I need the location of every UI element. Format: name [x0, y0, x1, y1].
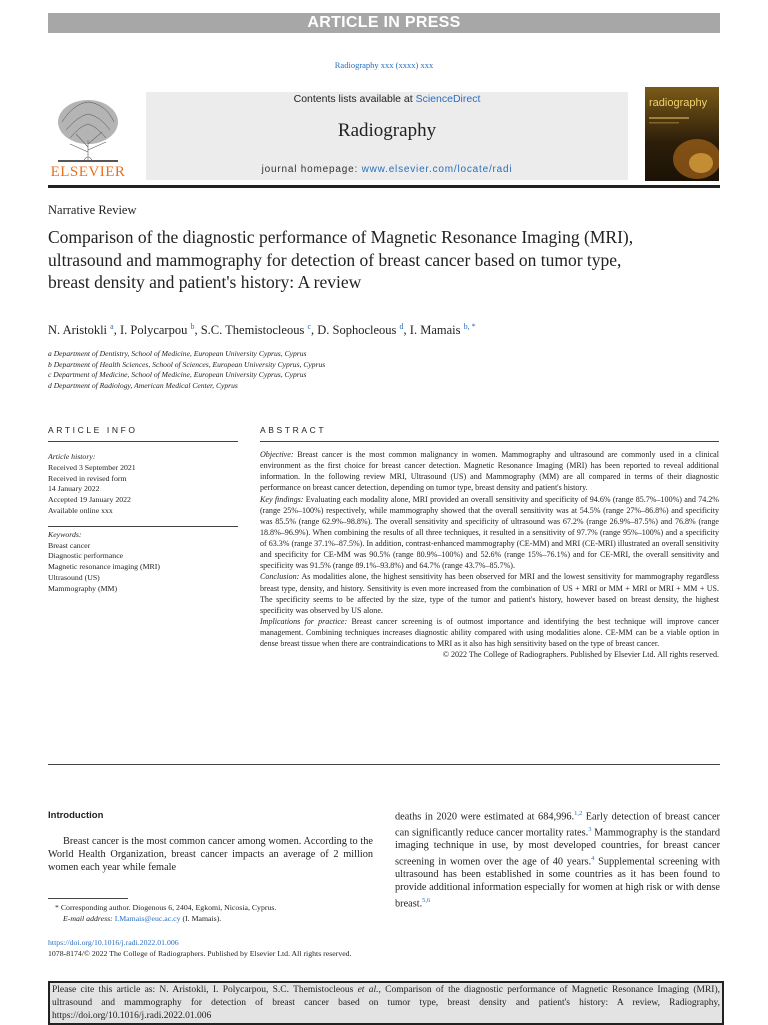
contents-prefix: Contents lists available at [293, 93, 416, 105]
homepage-link[interactable]: www.elsevier.com/locate/radi [361, 164, 513, 175]
keyword[interactable]: Magnetic resonance imaging (MRI) [48, 562, 160, 572]
contents-line [146, 93, 628, 105]
affiliation: a Department of Dentistry, School of Medicine, European University Cyprus, Cyprus [48, 349, 307, 358]
author[interactable]: S.C. Themistocleous $^c$, [200, 322, 318, 338]
author[interactable]: N. Aristokli $^a$, [48, 322, 120, 338]
affiliation: d Department of Radiology, American Medical Center, Cyprus [48, 380, 238, 390]
abstract-conclusion: Conclusion: As modalities alone, the highest sensitivity has been observed for MRI and the lowest sensitivity for mammography regardless breast type, density, and history. Sensitivity is even more increased from the combination of US + MRI or MM + MRI or MRI + MM + US. The specificity seems to be affected by the size, type of the tumor and patient's history, however based on breast density, the highest specificity was observed by US alone. [260, 572, 719, 615]
article-info [48, 452, 238, 595]
citation-link[interactable]: 5,6 [422, 897, 431, 905]
author[interactable]: I. Mamais $^{b, *}$ [409, 322, 476, 338]
citation-link[interactable]: 1,2 [574, 810, 583, 817]
keyword[interactable]: Ultrasound (US) [48, 572, 100, 582]
abstract-heading: ABSTRACT [260, 425, 327, 435]
affiliation: c Department of Medicine, School of Medicine, European University Cyprus, Cyprus [48, 370, 307, 379]
article-in-press-banner: ARTICLE IN PRESS [48, 13, 720, 33]
author-list [48, 322, 476, 338]
history-item: Received 3 September 2021 [48, 462, 136, 472]
cover-title: radiography [649, 97, 708, 109]
citation-link[interactable]: 3 [588, 826, 592, 834]
history-item: Accepted 19 January 2022 [48, 495, 131, 505]
history-label: Article history: [48, 452, 96, 461]
history-item: 14 January 2022 [48, 484, 100, 494]
abstract-copyright: © 2022 The College of Radiographers. Published by Elsevier Ltd. All rights reserved. [442, 650, 719, 660]
sciencedirect-link[interactable]: ScienceDirect [415, 93, 481, 105]
journal-reference[interactable]: Radiography xxx (xxxx) xxx [334, 60, 434, 70]
article-info-rule [48, 441, 238, 442]
author[interactable]: D. Sophocleous $^d$, [317, 322, 410, 338]
introduction-continued: deaths in 2020 were estimated at 684,996.$^{1,2}$ Early detection of breast cancer can significantly reduce cancer mortality rates.$^3$ Mammography is the standard imaging technique in use, by most developed countries, for breast cancer screening in women over the age of 40 years.$^4$ Supplemental screening with ultrasound has been established in some countries as it has been found to provide additional information especially for women at high risk or with dense breast.$^{5,6}$ [395, 810, 720, 910]
keywords-label: Keywords: [48, 529, 82, 539]
keyword[interactable]: Mammography (MM) [48, 583, 118, 593]
abstract-rule [260, 441, 719, 442]
introduction-paragraph: Breast cancer is the most common cancer among women. According to the World Health Organization, breast cancer impacts an average of 2 million women each year while female [48, 836, 373, 873]
abstract-implications: Implications for practice: Breast cancer screening is of outmost importance and identifying the best technique will improve cancer management. Combining techniques increases diagnostic ability compared with using modalities alone. CE-MM can be a viable option in dense breast tissue when there are contraindications to MRI as it also has high sensitivity based on the type of breast cancer. [260, 616, 719, 649]
article-info-heading: ARTICLE INFO [48, 425, 138, 435]
abstract-body [260, 449, 719, 660]
info-divider [48, 526, 238, 527]
keyword[interactable]: Diagnostic performance [48, 551, 124, 561]
elsevier-wordmark: ELSEVIER [50, 164, 126, 180]
email-line: E-mail address: I.Mamais@euc.ac.cy (I. Mamais). [63, 913, 222, 923]
affiliations [48, 349, 325, 391]
affiliation: b Department of Health Sciences, School of Sciences, European University Cyprus, Cyprus [48, 359, 326, 369]
citation-link[interactable]: 4 [591, 855, 595, 863]
abstract-objective: Objective: Breast cancer is the most common malignancy in women. Mammography and ultrasound are commonly used in a clinical environment as the first choice for breast cancer detection. Magnetic Resonance Imaging (MRI) has been reported to reveal additional information. In the following review MRI, Ultrasound (US) and Mammography (MM) are all compared in terms of their diagnostic performance on breast cancer detection, depending on tumor type, breast density and patient's history. [260, 450, 719, 493]
doi-link[interactable]: https://doi.org/10.1016/j.radi.2022.01.006 [48, 938, 179, 947]
journal-cover-image[interactable] [645, 87, 719, 181]
abstract-findings: Key findings: Evaluating each modality alone, MRI provided an overall sensitivity and specificity of 94.6% (range 85.7%–100%) and 74.2% (range 25%–100%) respectively, while mammography showed that the overall sensitivity was at 54.5% (range 27%–86.8%) and specificity was 85.5% (range 62.9%–98.8%). The overall sensitivity and specificity of ultrasound was 67.2% (range 26.9%–87.5%) and 76.8% (range 18.8%–96.9%). When combining the results of all three techniques, it resulted in a sensitivity of 97.7% (range 95%–100%) and a specificity of 63.3% (range 37.1%–87.5%). In addition, contrast-enhanced mammography (CE-MM) and MRI (CE-MRI) illustrated an overall sensitivity and specificity for CE-MM was 90.5% (range 80.9%–100%) and 52.6% (range 15%–76.1%) and for CE-MRI, the overall sensitivity and specificity was 91.5% (range 89.1%–93.8%) and 64.7% (range 43.7%–85.7%). [260, 494, 720, 571]
author[interactable]: I. Polycarpou $^b$, [119, 322, 201, 338]
journal-name: Radiography [337, 120, 437, 141]
citation-box: Please cite this article as: N. Aristokli, I. Polycarpou, S.C. Themistocleous et al., Comparison of the diagnostic performance of Magnetic Resonance Imaging (MRI), ultrasound and mammography for detection of breast cancer based on tumor type, breast density and patient's history: A review, Radiography, https://doi.org/10.1016/j.radi.2022.01.006 [48, 981, 724, 1025]
abstract-end-rule [48, 764, 720, 765]
issn-copyright: 1078-8174/© 2022 The College of Radiographers. Published by Elsevier Ltd. All rights reserved. [48, 949, 352, 958]
footnote-rule [48, 898, 128, 899]
email-link[interactable]: I.Mamais@euc.ac.cy [114, 913, 181, 923]
article-type: Narrative Review [48, 203, 137, 217]
history-item: Available online xxx [48, 505, 113, 515]
journal-homepage [146, 164, 628, 175]
keyword[interactable]: Breast cancer [48, 540, 91, 550]
cover-art [645, 117, 719, 181]
corresponding-author-footnote [55, 903, 375, 924]
header-rule [48, 185, 720, 188]
homepage-prefix: journal homepage: [261, 164, 362, 175]
introduction-heading: Introduction [48, 810, 104, 821]
history-item: Received in revised form [48, 473, 127, 483]
corresponding-address: * Corresponding author. Diogenous 6, 2404, Egkomi, Nicosia, Cyprus. [55, 903, 277, 912]
article-title: Comparison of the diagnostic performance of Magnetic Resonance Imaging (MRI), ultrasound and mammography for detection of breast cancer based on tumor type, breast density and patient's history: A review [48, 227, 634, 292]
